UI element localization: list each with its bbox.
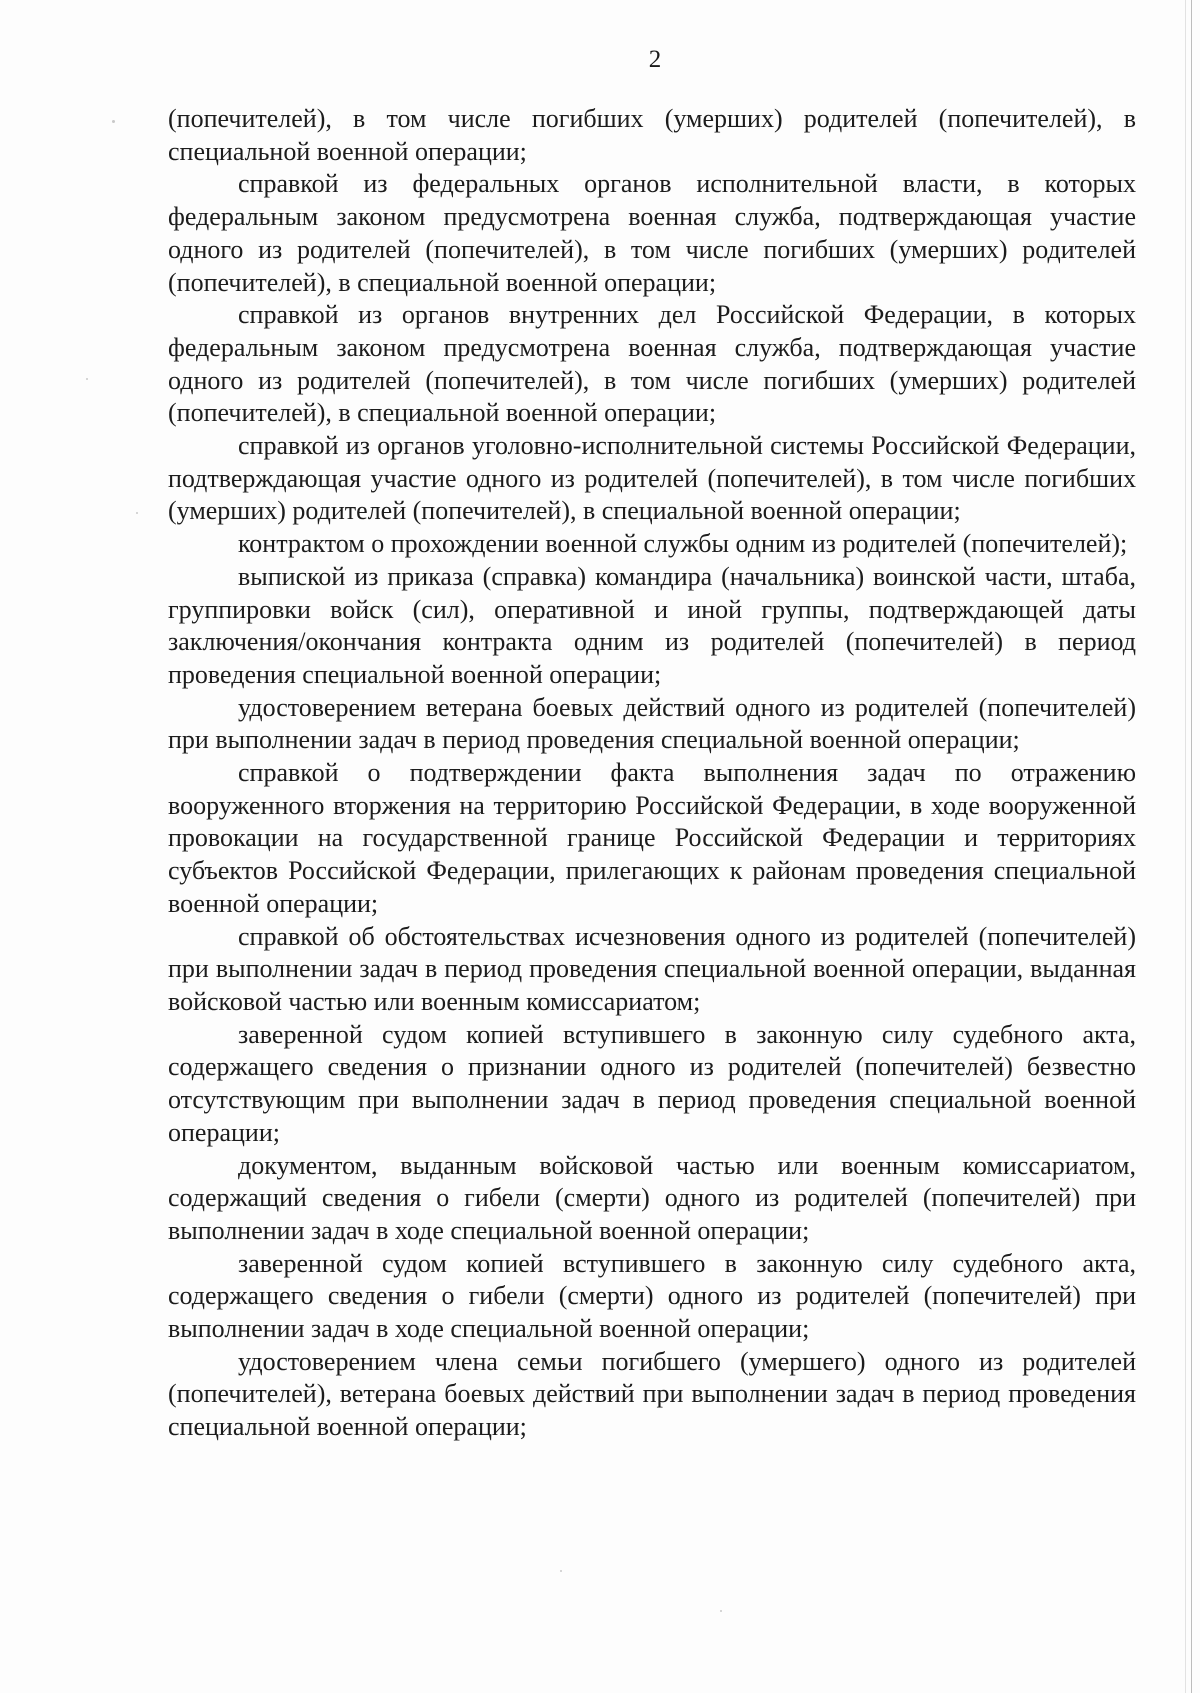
paragraph: справкой из органов внутренних дел Российской Федерации, в которых федеральным законом предусмотрена военная служба, подтверждающая участие одного из родителей (попечителей), в том числе погибших (умерших) родителей (попечителей), в специальной военной операции; <box>168 300 1136 428</box>
scan-speck <box>720 1610 722 1612</box>
scan-edge-line <box>1191 0 1192 1693</box>
scan-speck <box>560 1570 562 1572</box>
paragraph: контрактом о прохождении военной службы одним из родителей (попечителей); <box>238 529 1128 559</box>
document-body <box>168 103 1136 1444</box>
paragraph: документом, выданным войсковой частью или военным комиссариатом, содержащий сведения о гибели (смерти) одного из родителей (попечителей) при выполнении задач в ходе специальной военной операции; <box>168 1150 1136 1245</box>
page-number: 2 <box>648 46 662 73</box>
paragraph: удостоверением члена семьи погибшего (умершего) одного из родителей (попечителей), ветерана боевых действий при выполнении задач в период проведения специальной военной операции; <box>168 1346 1136 1442</box>
paragraph: заверенной судом копией вступившего в законную силу судебного акта, содержащего сведения о гибели (смерти) одного из родителей (попечителей) при выполнении задач в ходе специальной военной операции; <box>168 1248 1136 1344</box>
scan-edge-line-faint <box>1185 0 1186 1693</box>
paragraph: удостоверением ветерана боевых действий одного из родителей (попечителей) при выполнении задач в период проведения специальной военной операции; <box>168 692 1136 755</box>
paragraph: справкой об обстоятельствах исчезновения одного из родителей (попечителей) при выполнении задач в период проведения специальной военной операции, выданная войсковой частью или военным комиссариатом; <box>168 921 1136 1016</box>
paragraph: справкой о подтверждении факта выполнения задач по отражению вооруженного вторжения на территорию Российской Федерации, в ходе вооруженной провокации на государственной границе Российской Федерации и территориях субъектов Российской Федерации, прилегающих к районам проведения специальной военной операции; <box>168 758 1136 918</box>
scan-speck <box>112 120 115 123</box>
paragraph: справкой из федеральных органов исполнительной власти, в которых федеральным законом предусмотрена военная служба, подтверждающая участие одного из родителей (попечителей), в том числе погибших (умерших) родителей (попечителей), в специальной военной операции; <box>168 169 1136 297</box>
scan-speck <box>136 512 138 514</box>
paragraph: (попечителей), в том числе погибших (умерших) родителей (попечителей), в специальной военной операции; <box>168 104 1136 166</box>
paragraph: справкой из органов уголовно-исполнительной системы Российской Федерации, подтверждающая участие одного из родителей (попечителей), в том числе погибших (умерших) родителей (попечителей), в специальной военной операции; <box>168 431 1136 526</box>
scan-speck <box>86 378 88 380</box>
paragraph: заверенной судом копией вступившего в законную силу судебного акта, содержащего сведения о признании одного из родителей (попечителей) безвестно отсутствующим при выполнении задач в период проведения специальной военной операции; <box>168 1019 1136 1147</box>
paragraph: выпиской из приказа (справка) командира (начальника) воинской части, штаба, группировки войск (сил), оперативной и иной группы, подтверждающей даты заключения/окончания контракта одним из родителей (попечителей) в период проведения специальной военной операции; <box>168 561 1136 689</box>
